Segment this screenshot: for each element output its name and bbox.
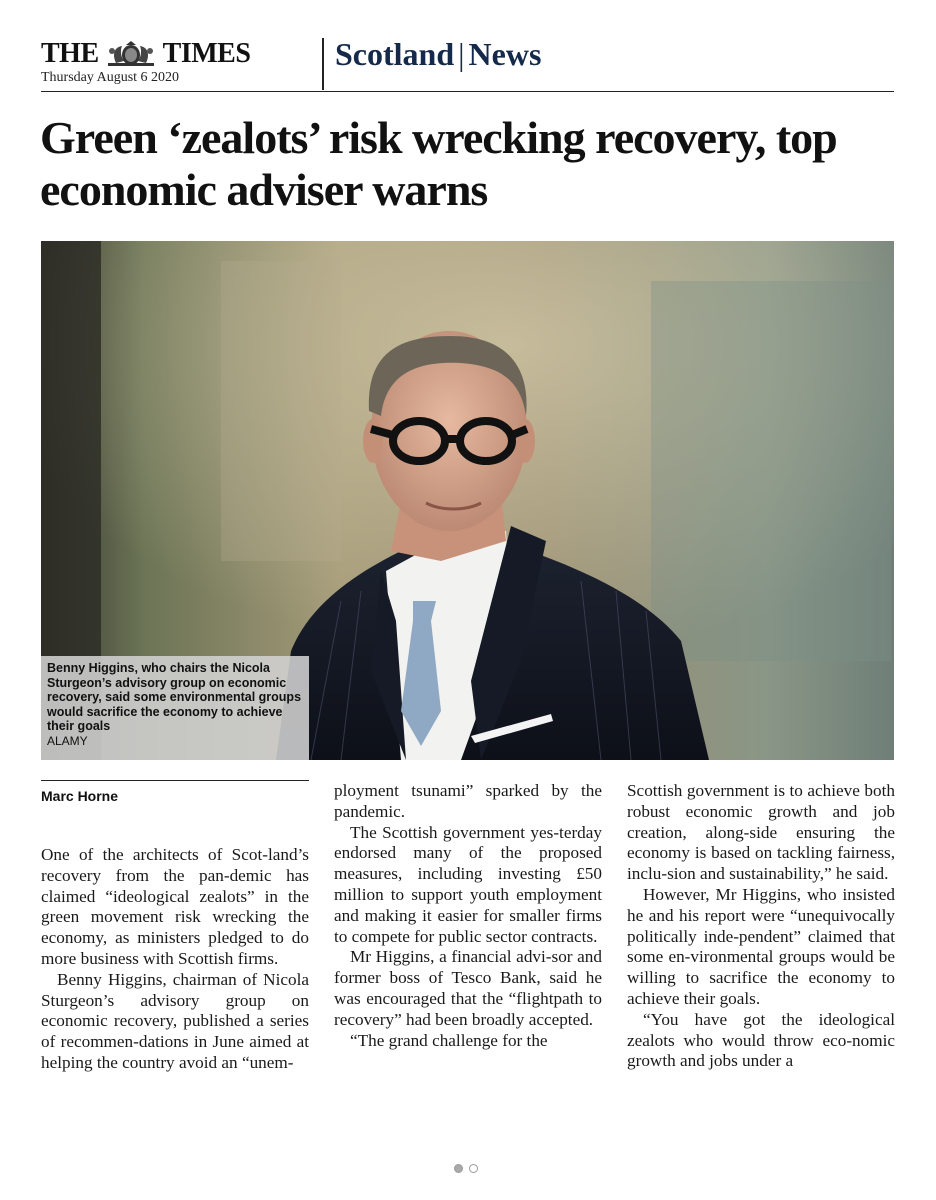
masthead [41, 36, 894, 92]
headline: Green ‘zealots’ risk wrecking recovery, top economic adviser warns [40, 112, 837, 215]
paper-name [41, 38, 250, 70]
section-separator: | [458, 36, 465, 72]
photo-credit: ALAMY [47, 733, 88, 748]
byline-rule [41, 780, 309, 781]
paragraph: Benny Higgins, chairman of Nicola Sturgeon’s advisory group on economic recovery, published a series of recommen-dations in June aimed at helping the country avoid an “unem- [41, 969, 309, 1072]
article-column-2 [334, 781, 602, 1051]
page-dot-2[interactable] [469, 1164, 478, 1173]
article-column-1 [41, 845, 309, 1074]
masthead-divider [322, 38, 324, 90]
byline: Marc Horne [41, 788, 119, 804]
section-name: Scotland [335, 36, 455, 72]
page-dot-1[interactable] [454, 1164, 463, 1173]
paragraph: “The grand challenge for the [350, 1030, 548, 1050]
paragraph: However, Mr Higgins, who insisted he and his report were “unequivocally politically inde-pendent” claimed that some en-vironmental groups would be willing to sacrifice the economy to achieve their goals. [627, 884, 895, 1008]
royal-crest-icon [102, 41, 160, 67]
paragraph: ployment tsunami” sparked by the pandemic. [334, 781, 602, 821]
paragraph: One of the architects of Scot-land’s recovery from the pan-demic has claimed “ideological zealots” in the green movement risk wrecking the economy, as ministers pledged to do more business with Scottish firms. [41, 845, 309, 968]
paragraph: Scottish government is to achieve both robust economic growth and job creation, along-side ensuring the economy is based on tackling fairness, inclu-sion and sustainability,” he said. [627, 781, 895, 884]
caption-text: Benny Higgins, who chairs the Nicola Sturgeon’s advisory group on economic recovery, said some environmental groups would sacrifice the economy to achieve their goals [47, 661, 302, 733]
issue-date: Thursday August 6 2020 [41, 70, 180, 85]
paragraph: “You have got the ideological zealots who would throw eco-nomic growth and jobs under a [627, 1009, 895, 1071]
photo-caption [41, 656, 309, 760]
paper-name-times: TIMES [162, 38, 251, 69]
section-title [335, 36, 541, 73]
paragraph: The Scottish government yes-terday endorsed many of the proposed measures, including investing £50 million to support youth employment and making it easier for smaller firms to compete for public sector contracts. [334, 822, 602, 946]
subsection-name: News [468, 36, 542, 72]
article-column-3 [627, 781, 895, 1072]
article-photo [41, 241, 894, 760]
paragraph: Mr Higgins, a financial advi-sor and former boss of Tesco Bank, said he was encouraged that the “flightpath to recovery” had been broadly accepted. [334, 947, 602, 1029]
paper-name-the: THE [41, 38, 99, 69]
page-indicator [454, 1164, 478, 1173]
